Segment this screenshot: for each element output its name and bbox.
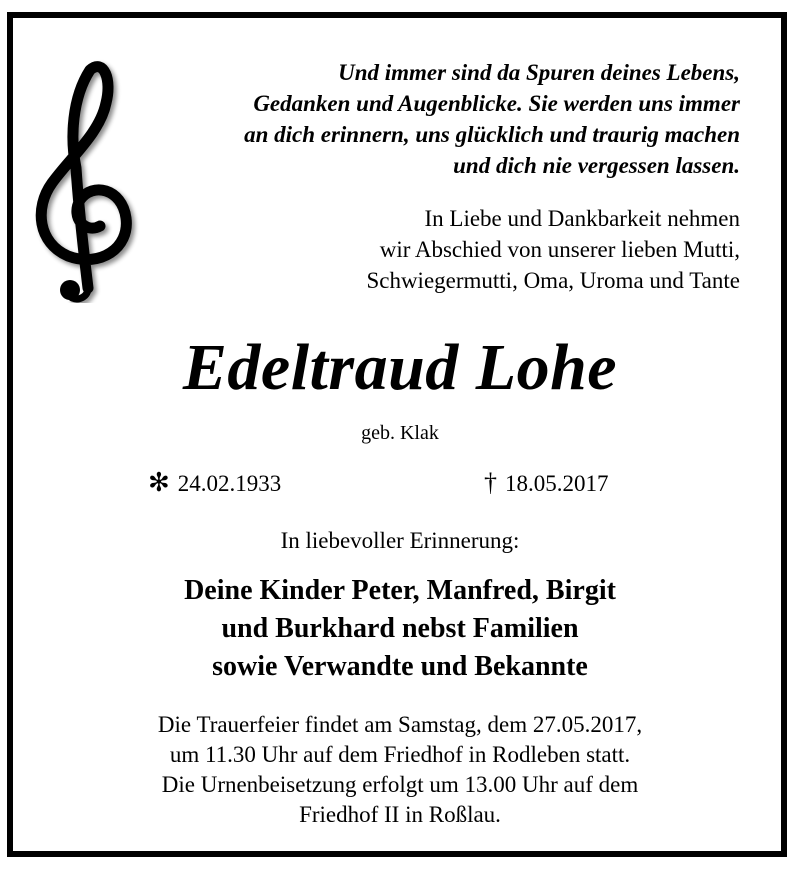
memory-line: In liebevoller Erinnerung:: [280, 528, 520, 553]
maiden-name: geb. Klak: [361, 422, 439, 444]
intro-line: In Liebe und Dankbarkeit nehmen: [424, 206, 740, 231]
mourners-line: Deine Kinder Peter, Manfred, Birgit: [184, 575, 616, 606]
service-info: [0, 710, 800, 830]
birth-date-line: [148, 468, 281, 499]
service-line: Friedhof II in Roßlau.: [299, 802, 501, 827]
deceased-name: Edeltraud Lohe: [182, 331, 618, 404]
verse-line: Gedanken und Augenblicke. Sie werden uns immer: [253, 91, 740, 116]
intro-line: Schwiegermutti, Oma, Uroma und Tante: [366, 268, 740, 293]
verse-block: [140, 57, 740, 181]
treble-clef-icon: [30, 58, 145, 303]
death-date-line: [484, 468, 609, 499]
verse-line: an dich erinnern, uns glücklich und traurig machen: [244, 122, 740, 147]
mourners-block: [0, 572, 800, 686]
verse-line: Und immer sind da Spuren deines Lebens,: [338, 60, 740, 85]
service-line: Die Urnenbeisetzung erfolgt um 13.00 Uhr auf dem: [161, 772, 639, 797]
death-date: 18.05.2017: [505, 471, 609, 496]
birth-star-icon: ✻: [148, 468, 170, 497]
service-line: um 11.30 Uhr auf dem Friedhof in Rodleben statt.: [169, 742, 631, 767]
verse-line: und dich nie vergessen lassen.: [453, 153, 740, 178]
service-line: Die Trauerfeier findet am Samstag, dem 27.05.2017,: [157, 712, 643, 737]
cross-icon: †: [484, 468, 497, 497]
mourners-line: sowie Verwandte und Bekannte: [212, 651, 588, 682]
intro-line: wir Abschied von unserer lieben Mutti,: [379, 237, 740, 262]
mourners-line: und Burkhard nebst Familien: [221, 613, 579, 644]
birth-date: 24.02.1933: [177, 471, 282, 496]
farewell-intro: [140, 203, 740, 296]
